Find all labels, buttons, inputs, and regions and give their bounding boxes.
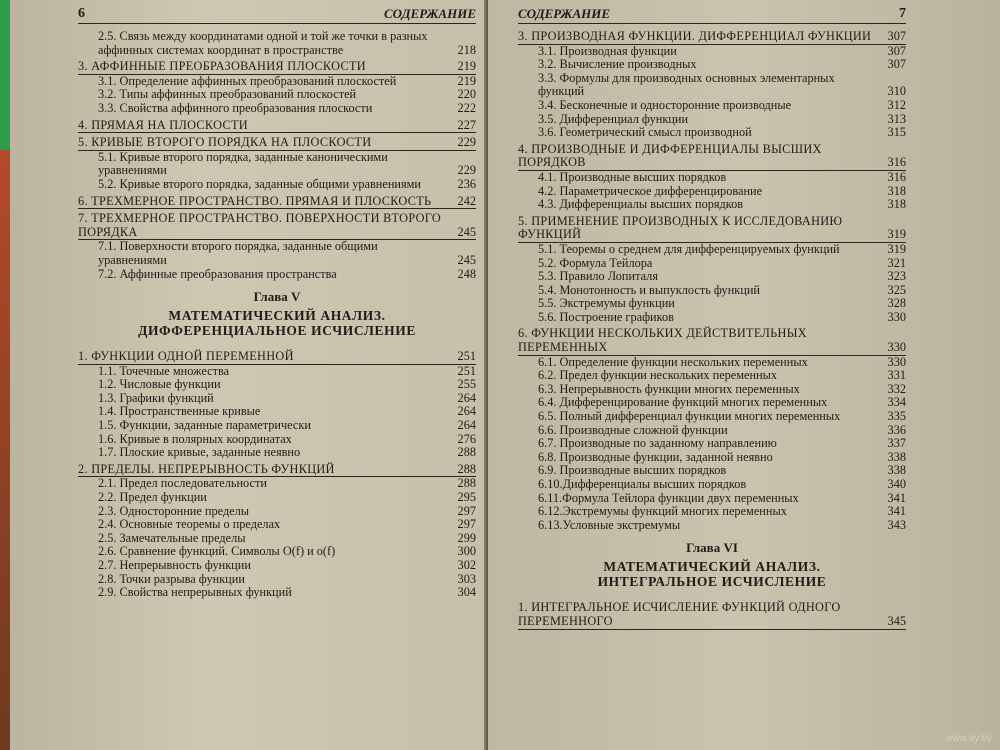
toc-entry-page: 315 bbox=[887, 125, 906, 140]
toc-subsection-entry bbox=[518, 383, 906, 397]
toc-subsection-entry bbox=[78, 151, 476, 178]
toc-entry-page: 310 bbox=[887, 84, 906, 99]
toc-entry-title: 6.7. Производные по заданному направлению bbox=[538, 436, 777, 451]
toc-entry-title: 5.3. Правило Лопиталя bbox=[538, 269, 658, 284]
toc-entry-title: 3.2. Вычисление производных bbox=[538, 57, 697, 72]
toc-entry-page: 331 bbox=[887, 368, 906, 383]
right-chapter-title bbox=[518, 559, 906, 589]
toc-entry-title: 4.1. Производные высших порядков bbox=[538, 169, 727, 184]
toc-entry-page: 335 bbox=[887, 409, 906, 424]
toc-entry-page: 319 bbox=[887, 241, 906, 256]
toc-subsection-entry bbox=[518, 284, 906, 298]
toc-entry-title: 2.5. Замечательные пределы bbox=[98, 530, 246, 545]
toc-entry-title: 3.3. Свойства аффинного преобразования плоскости bbox=[98, 100, 373, 115]
toc-subsection-entry bbox=[518, 113, 906, 127]
toc-section-entry bbox=[518, 30, 906, 45]
toc-section-entry bbox=[78, 136, 476, 151]
toc-entry-page: 288 bbox=[457, 461, 476, 476]
toc-subsection-entry bbox=[518, 437, 906, 451]
toc-entry-title: 1. ИНТЕГРАЛЬНОЕ ИСЧИСЛЕНИЕ ФУНКЦИЙ ОДНОГО ПЕРЕМЕННОГО bbox=[518, 600, 841, 628]
toc-section-entry bbox=[78, 195, 476, 210]
toc-entry-title: 1. ФУНКЦИИ ОДНОЙ ПЕРЕМЕННОЙ bbox=[78, 349, 294, 364]
toc-entry-title: 6.6. Производные сложной функции bbox=[538, 422, 728, 437]
toc-entry-title: 2.6. Сравнение функций. Символы O(f) и o(f) bbox=[98, 544, 336, 559]
toc-entry-page: 227 bbox=[457, 117, 476, 132]
toc-entry-page: 330 bbox=[887, 354, 906, 369]
toc-entry-title: 2.5. Связь между координатами одной и той же точки в разных аффинных системах координат в пространстве bbox=[98, 29, 428, 57]
toc-section-entry bbox=[78, 60, 476, 75]
toc-entry-page: 334 bbox=[887, 395, 906, 410]
toc-subsection-entry bbox=[518, 356, 906, 370]
toc-entry-title: 6.9. Производные высших порядков bbox=[538, 463, 727, 478]
toc-entry-page: 264 bbox=[457, 404, 476, 419]
book-edge-orange bbox=[0, 150, 10, 750]
toc-subsection-entry bbox=[518, 519, 906, 533]
toc-subsection-entry bbox=[78, 88, 476, 102]
right-toc-bottom bbox=[518, 601, 906, 629]
toc-section-entry bbox=[518, 143, 906, 171]
toc-entry-title: 6.3. Непрерывность функции многих переменных bbox=[538, 381, 800, 396]
toc-entry-title: 3.6. Геометрический смысл производной bbox=[538, 125, 752, 140]
toc-entry-page: 245 bbox=[457, 252, 476, 267]
toc-subsection-entry bbox=[518, 505, 906, 519]
toc-subsection-entry bbox=[78, 559, 476, 573]
toc-subsection-entry bbox=[78, 518, 476, 532]
toc-subsection-entry bbox=[78, 75, 476, 89]
right-chapter-title-line1: МАТЕМАТИЧЕСКИЙ АНАЛИЗ. bbox=[603, 559, 821, 575]
toc-entry-page: 312 bbox=[887, 97, 906, 112]
right-running-title: СОДЕРЖАНИЕ bbox=[518, 6, 611, 21]
toc-subsection-entry bbox=[78, 505, 476, 519]
toc-entry-page: 340 bbox=[887, 477, 906, 491]
toc-subsection-entry bbox=[518, 171, 906, 185]
left-chapter-title-line1: МАТЕМАТИЧЕСКИЙ АНАЛИЗ. bbox=[168, 308, 386, 324]
toc-entry-page: 295 bbox=[457, 490, 476, 505]
toc-entry-page: 307 bbox=[887, 57, 906, 72]
toc-section-entry bbox=[78, 212, 476, 240]
toc-entry-title: 3.1. Определение аффинных преобразований плоскостей bbox=[98, 73, 397, 88]
toc-subsection-entry bbox=[518, 126, 906, 140]
toc-entry-title: 5.2. Кривые второго порядка, заданные общими уравнениями bbox=[98, 176, 422, 191]
toc-entry-page: 219 bbox=[457, 59, 476, 74]
toc-entry-title: 5.2. Формула Тейлора bbox=[538, 255, 653, 270]
toc-entry-title: 6.12.Экстремумы функций многих переменных bbox=[538, 504, 787, 519]
toc-entry-page: 245 bbox=[457, 224, 476, 239]
toc-subsection-entry bbox=[518, 464, 906, 478]
toc-entry-page: 248 bbox=[457, 266, 476, 281]
toc-entry-page: 323 bbox=[887, 269, 906, 284]
toc-entry-title: 6. ТРЕХМЕРНОЕ ПРОСТРАНСТВО. ПРЯМАЯ И ПЛОСКОСТЬ bbox=[78, 193, 432, 208]
toc-entry-title: 3.4. Бесконечные и односторонние производные bbox=[538, 97, 792, 112]
toc-entry-page: 229 bbox=[457, 163, 476, 178]
toc-subsection-entry bbox=[518, 72, 906, 99]
toc-entry-page: 338 bbox=[887, 463, 906, 478]
toc-entry-title: 1.4. Пространственные кривые bbox=[98, 404, 261, 419]
toc-entry-title: 4. ПРОИЗВОДНЫЕ И ДИФФЕРЕНЦИАЛЫ ВЫСШИХ ПОРЯДКОВ bbox=[518, 141, 822, 170]
toc-entry-page: 276 bbox=[457, 431, 476, 446]
toc-entry-page: 288 bbox=[457, 476, 476, 491]
toc-entry-page: 288 bbox=[457, 445, 476, 460]
toc-entry-title: 3.2. Типы аффинных преобразований плоскостей bbox=[98, 87, 357, 102]
toc-entry-title: 2.9. Свойства непрерывных функций bbox=[98, 585, 292, 600]
toc-entry-title: 3. ПРОИЗВОДНАЯ ФУНКЦИИ. ДИФФЕРЕНЦИАЛ ФУНКЦИИ bbox=[518, 29, 872, 43]
left-running-title: СОДЕРЖАНИЕ bbox=[383, 6, 476, 21]
toc-section-entry bbox=[78, 463, 476, 478]
toc-subsection-entry bbox=[78, 392, 476, 406]
toc-entry-title: 1.2. Числовые функции bbox=[98, 377, 221, 392]
toc-entry-page: 341 bbox=[887, 504, 906, 519]
watermark: www.ay.by bbox=[944, 733, 992, 744]
toc-entry-page: 300 bbox=[457, 544, 476, 559]
toc-entry-title: 5.6. Построение графиков bbox=[538, 309, 674, 324]
toc-subsection-entry bbox=[78, 419, 476, 433]
toc-subsection-entry bbox=[78, 586, 476, 600]
toc-section-entry bbox=[78, 350, 476, 365]
toc-entry-page: 302 bbox=[457, 558, 476, 572]
toc-entry-page: 264 bbox=[457, 390, 476, 405]
toc-subsection-entry bbox=[78, 365, 476, 379]
toc-subsection-entry bbox=[78, 477, 476, 491]
toc-entry-title: 6.1. Определение функции нескольких переменных bbox=[538, 354, 808, 369]
toc-entry-title: 5.5. Экстремумы функции bbox=[538, 296, 675, 311]
toc-entry-title: 2.4. Основные теоремы о пределах bbox=[98, 517, 281, 532]
toc-subsection-entry bbox=[78, 102, 476, 116]
toc-entry-title: 1.3. Графики функций bbox=[98, 390, 214, 405]
toc-entry-title: 6.4. Дифференцирование функций многих переменных bbox=[538, 395, 828, 410]
toc-entry-title: 3.5. Дифференциал функции bbox=[538, 111, 689, 126]
toc-entry-page: 229 bbox=[457, 135, 476, 150]
toc-entry-page: 330 bbox=[887, 309, 906, 324]
right-chapter-label: Глава VI bbox=[686, 540, 738, 556]
toc-entry-title: 7. ТРЕХМЕРНОЕ ПРОСТРАНСТВО. ПОВЕРХНОСТИ ВТОРОГО ПОРЯДКА bbox=[78, 211, 442, 239]
toc-entry-page: 297 bbox=[457, 517, 476, 532]
toc-section-entry bbox=[518, 215, 906, 243]
toc-entry-title: 4. ПРЯМАЯ НА ПЛОСКОСТИ bbox=[78, 117, 248, 132]
toc-subsection-entry bbox=[78, 491, 476, 505]
toc-entry-page: 338 bbox=[887, 449, 906, 464]
toc-entry-title: 6.5. Полный дифференциал функции многих переменных bbox=[538, 409, 841, 424]
toc-entry-page: 251 bbox=[457, 363, 476, 378]
toc-subsection-entry bbox=[518, 270, 906, 284]
toc-entry-page: 341 bbox=[887, 490, 906, 505]
left-chapter-title-line2: ДИФФЕРЕНЦИАЛЬНОЕ ИСЧИСЛЕНИЕ bbox=[138, 323, 416, 339]
toc-subsection-entry bbox=[518, 311, 906, 325]
toc-subsection-entry bbox=[78, 532, 476, 546]
toc-entry-title: 5.4. Монотонность и выпуклость функций bbox=[538, 282, 760, 297]
right-chapter-title-line2: ИНТЕГРАЛЬНОЕ ИСЧИСЛЕНИЕ bbox=[597, 574, 827, 590]
toc-subsection-entry bbox=[78, 433, 476, 447]
toc-entry-title: 5. ПРИМЕНЕНИЕ ПРОИЗВОДНЫХ К ИССЛЕДОВАНИЮ ФУНКЦИЙ bbox=[518, 213, 843, 242]
right-toc-top bbox=[518, 30, 906, 532]
toc-entry-page: 330 bbox=[887, 340, 906, 355]
toc-entry-page: 316 bbox=[887, 169, 906, 184]
toc-entry-title: 1.7. Плоские кривые, заданные неявно bbox=[98, 445, 301, 460]
toc-entry-page: 307 bbox=[887, 29, 906, 43]
toc-entry-page: 313 bbox=[887, 111, 906, 126]
toc-subsection-entry bbox=[78, 545, 476, 559]
toc-entry-page: 255 bbox=[457, 377, 476, 392]
toc-subsection-entry bbox=[518, 492, 906, 506]
toc-subsection-entry bbox=[78, 378, 476, 392]
left-page bbox=[10, 0, 488, 750]
toc-entry-page: 319 bbox=[887, 227, 906, 242]
left-page-number: 6 bbox=[78, 6, 85, 21]
toc-entry-title: 6.11.Формула Тейлора функции двух переменных bbox=[538, 490, 799, 505]
toc-subsection-entry bbox=[78, 268, 476, 282]
toc-entry-page: 219 bbox=[457, 73, 476, 88]
toc-entry-page: 321 bbox=[887, 255, 906, 270]
toc-subsection-entry bbox=[78, 178, 476, 192]
left-toc-top bbox=[78, 30, 476, 281]
toc-entry-title: 6.10.Дифференциалы высших порядков bbox=[538, 477, 747, 491]
toc-entry-title: 7.2. Аффинные преобразования пространства bbox=[98, 266, 337, 281]
toc-entry-title: 5. КРИВЫЕ ВТОРОГО ПОРЯДКА НА ПЛОСКОСТИ bbox=[78, 135, 372, 150]
toc-entry-title: 2.7. Непрерывность функции bbox=[98, 558, 251, 572]
toc-entry-page: 336 bbox=[887, 422, 906, 437]
toc-entry-title: 6.13.Условные экстремумы bbox=[538, 517, 681, 532]
toc-subsection-entry bbox=[518, 257, 906, 271]
toc-entry-title: 6.8. Производные функции, заданной неявно bbox=[538, 449, 773, 464]
toc-entry-page: 343 bbox=[887, 517, 906, 532]
right-page-number: 7 bbox=[899, 6, 906, 21]
toc-entry-page: 251 bbox=[457, 349, 476, 364]
toc-entry-title: 1.1. Точечные множества bbox=[98, 363, 230, 378]
toc-entry-title: 5.1. Кривые второго порядка, заданные каноническими уравнениями bbox=[98, 149, 388, 178]
toc-subsection-entry bbox=[518, 45, 906, 59]
toc-subsection-entry bbox=[78, 573, 476, 587]
left-toc-bottom bbox=[78, 350, 476, 600]
toc-subsection-entry bbox=[518, 369, 906, 383]
right-page bbox=[488, 0, 1000, 750]
toc-subsection-entry bbox=[518, 243, 906, 257]
toc-entry-title: 2.8. Точки разрыва функции bbox=[98, 571, 245, 586]
toc-entry-title: 2. ПРЕДЕЛЫ. НЕПРЕРЫВНОСТЬ ФУНКЦИЙ bbox=[78, 461, 335, 476]
toc-entry-title: 6. ФУНКЦИИ НЕСКОЛЬКИХ ДЕЙСТВИТЕЛЬНЫХ ПЕРЕМЕННЫХ bbox=[518, 326, 807, 355]
toc-subsection-entry bbox=[518, 451, 906, 465]
right-running-head bbox=[518, 4, 906, 24]
toc-entry-page: 303 bbox=[457, 571, 476, 586]
toc-section-entry bbox=[78, 119, 476, 134]
toc-entry-title: 4.3. Дифференциалы высших порядков bbox=[538, 197, 744, 212]
toc-entry-title: 1.5. Функции, заданные параметрически bbox=[98, 418, 311, 433]
left-chapter-label: Глава V bbox=[253, 289, 301, 305]
toc-entry-title: 7.1. Поверхности второго порядка, заданные общими уравнениями bbox=[98, 239, 378, 267]
toc-subsection-entry bbox=[78, 405, 476, 419]
toc-subsection-entry bbox=[518, 410, 906, 424]
toc-entry-title: 1.6. Кривые в полярных координатах bbox=[98, 431, 292, 446]
toc-entry-page: 264 bbox=[457, 418, 476, 433]
toc-entry-page: 299 bbox=[457, 530, 476, 545]
toc-entry-page: 304 bbox=[457, 585, 476, 600]
toc-entry-title: 5.1. Теоремы о среднем для дифференцируемых функций bbox=[538, 241, 840, 256]
left-chapter-title bbox=[78, 308, 476, 338]
toc-entry-page: 325 bbox=[887, 282, 906, 297]
toc-entry-title: 6.2. Предел функции нескольких переменных bbox=[538, 368, 778, 383]
toc-entry-page: 222 bbox=[457, 100, 476, 115]
toc-entry-page: 337 bbox=[887, 436, 906, 451]
toc-entry-page: 318 bbox=[887, 183, 906, 198]
toc-entry-page: 242 bbox=[457, 193, 476, 208]
toc-section-entry bbox=[518, 327, 906, 355]
toc-entry-title: 3.1. Производная функции bbox=[538, 43, 677, 58]
toc-entry-title: 2.3. Односторонние пределы bbox=[98, 503, 250, 518]
toc-entry-page: 316 bbox=[887, 155, 906, 170]
toc-entry-title: 2.2. Предел функции bbox=[98, 490, 207, 505]
toc-entry-title: 2.1. Предел последовательности bbox=[98, 476, 267, 491]
toc-entry-title: 4.2. Параметрическое дифференцирование bbox=[538, 183, 763, 198]
toc-subsection-entry bbox=[78, 240, 476, 267]
toc-entry-page: 236 bbox=[457, 176, 476, 191]
toc-entry-title: 3.3. Формулы для производных основных элементарных функций bbox=[538, 70, 835, 99]
toc-entry-page: 220 bbox=[457, 87, 476, 102]
toc-subsection-entry bbox=[518, 198, 906, 212]
toc-entry-page: 318 bbox=[887, 197, 906, 212]
toc-entry-page: 218 bbox=[457, 42, 476, 57]
left-running-head bbox=[78, 4, 476, 24]
toc-entry-page: 297 bbox=[457, 503, 476, 518]
toc-entry-title: 3. АФФИННЫЕ ПРЕОБРАЗОВАНИЯ ПЛОСКОСТИ bbox=[78, 59, 366, 74]
toc-section-entry bbox=[518, 601, 906, 629]
toc-entry-page: 328 bbox=[887, 296, 906, 311]
toc-subsection-entry bbox=[518, 99, 906, 113]
toc-subsection-entry bbox=[518, 396, 906, 410]
toc-subsection-entry bbox=[518, 185, 906, 199]
toc-subsection-entry bbox=[518, 478, 906, 492]
toc-subsection-entry bbox=[518, 424, 906, 438]
toc-entry-page: 307 bbox=[887, 43, 906, 58]
toc-subsection-entry bbox=[78, 30, 476, 57]
toc-subsection-entry bbox=[518, 297, 906, 311]
toc-entry-page: 345 bbox=[887, 613, 906, 628]
toc-entry-page: 332 bbox=[887, 381, 906, 396]
toc-subsection-entry bbox=[518, 58, 906, 72]
toc-subsection-entry bbox=[78, 446, 476, 460]
